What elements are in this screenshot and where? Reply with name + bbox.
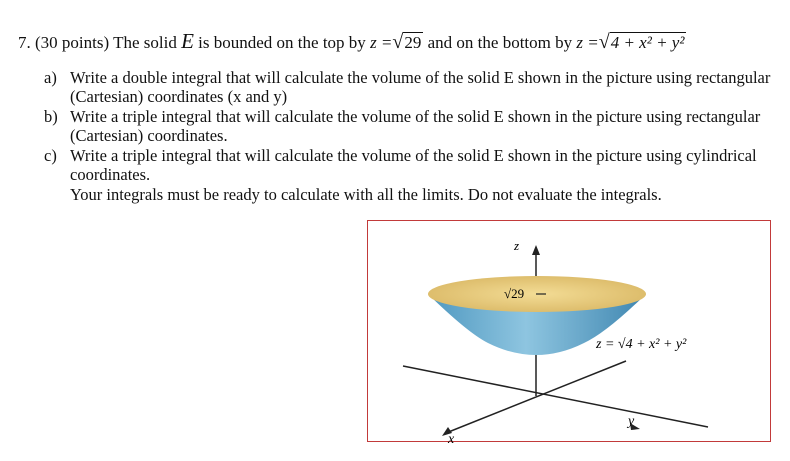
intro-text-3: and on the bottom by (427, 33, 573, 52)
top-surface-lhs: z = (370, 33, 393, 52)
top-height-label: √29 (504, 286, 525, 301)
paraboloid-diagram (368, 221, 772, 443)
z-axis-label: z (514, 238, 520, 253)
part-text: Write a double integral that will calculate the volume of the solid E shown in the picture using rectangular (Cartesian) coordinates (x and y) (70, 68, 771, 106)
surface-equation-label: z = √4 + x² + y² (596, 337, 687, 352)
intro-text-1: The solid (113, 33, 177, 52)
part-text: Write a triple integral that will calculate the volume of the solid E shown in the picture using cylindrical coordinates. (70, 146, 757, 184)
part-letter: b) (44, 107, 58, 126)
top-surface-radicand: 29 (404, 33, 422, 52)
z-axis-arrow-icon (532, 245, 540, 255)
sqrt-icon: √ (598, 31, 610, 53)
intro-text-2: is bounded on the top by (198, 33, 366, 52)
problem-number: 7. (18, 33, 31, 52)
problem-statement (18, 30, 788, 54)
problem-parts (44, 68, 784, 204)
solid-figure (367, 220, 771, 442)
part-letter: a) (44, 68, 57, 87)
bottom-surface-radicand: 4 + x² + y² (610, 33, 685, 52)
x-axis-label: x (448, 432, 455, 443)
bottom-surface-lhs: z = (576, 33, 599, 52)
sqrt-icon: √ (392, 31, 404, 53)
part-a (44, 68, 784, 106)
part-b (44, 107, 784, 145)
solid-name: E (181, 29, 194, 53)
y-axis-label: y (628, 414, 635, 429)
part-text: Write a triple integral that will calculate the volume of the solid E shown in the picture using rectangular (Cartesian) coordinates. (70, 107, 761, 145)
part-letter: c) (44, 146, 57, 165)
part-c (44, 146, 784, 184)
horizontal-axis-back (403, 366, 708, 427)
problem-points: (30 points) (35, 33, 110, 52)
final-note: Your integrals must be ready to calculate with all the limits. Do not evaluate the integrals. (70, 185, 662, 204)
